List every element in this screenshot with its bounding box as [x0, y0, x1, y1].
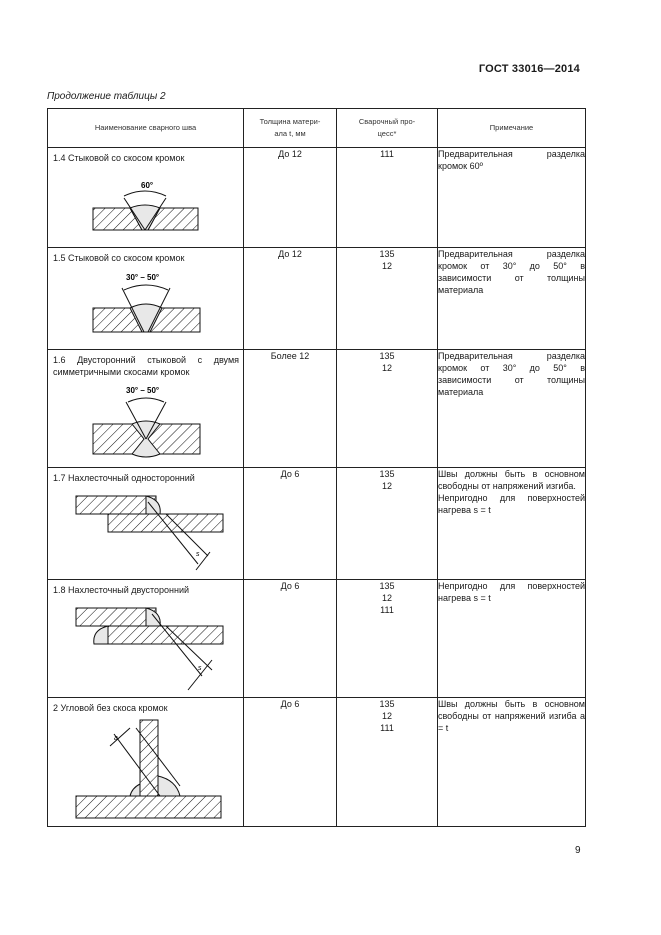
size-label: s — [196, 551, 200, 558]
standard-code: ГОСТ 33016—2014 — [478, 63, 580, 75]
weld-name: 1.5 Стыковой со скосом кромок — [53, 253, 185, 263]
process-cell: 135 12 111 — [337, 698, 438, 827]
note-cell: Предварительная разделка кромок 60º — [438, 148, 586, 248]
weld-name: 1.6 Двусторонний стыковой с двумя симметричными скосами кромок — [53, 355, 239, 377]
note-cell: Непригодно для поверхностей нагрева s = t — [438, 580, 586, 698]
lap-weld-single-figure — [48, 486, 243, 578]
weld-name-cell — [48, 148, 244, 248]
thickness-cell: До 6 — [244, 698, 337, 827]
note-cell: Швы должны быть в основном свободны от напряжений изгиба a = t — [438, 698, 586, 827]
col-header-name: Наименование сварного шва — [48, 109, 244, 148]
angle-label: 30° – 50° — [126, 273, 160, 282]
table-row — [48, 698, 586, 827]
weld-name: 1.7 Нахлесточный односторонний — [53, 473, 195, 483]
thickness-cell: До 6 — [244, 580, 337, 698]
weld-table — [47, 108, 586, 827]
table-row — [48, 248, 586, 350]
weld-name: 1.4 Стыковой со скосом кромок — [53, 153, 185, 163]
angle-label: 60° — [141, 181, 154, 190]
size-label: s — [198, 665, 202, 672]
thickness-cell: До 6 — [244, 468, 337, 580]
size-label: a — [114, 735, 118, 742]
col-header-thickness: Толщина матери- ала t, мм — [244, 109, 337, 148]
process-cell: 135 12 — [337, 468, 438, 580]
butt-weld-60-figure — [48, 166, 243, 236]
page-number: 9 — [575, 845, 581, 856]
weld-name-cell — [48, 350, 244, 468]
butt-weld-30-50-figure — [48, 266, 243, 338]
table-row — [48, 580, 586, 698]
col-header-process: Сварочный про- цесс* — [337, 109, 438, 148]
note-cell: Предварительная разделка кромок от 30° до 50° в зависимости от толщины материала — [438, 350, 586, 468]
weld-name-cell — [48, 698, 244, 827]
table-row — [48, 148, 586, 248]
thickness-cell: Более 12 — [244, 350, 337, 468]
table-row — [48, 468, 586, 580]
note-cell: Швы должны быть в основном свободны от напряжений изгиба. Непригодно для поверхностей нагрева s = t — [438, 468, 586, 580]
process-cell: 135 12 111 — [337, 580, 438, 698]
table-header-row — [48, 109, 586, 148]
table-row — [48, 350, 586, 468]
weld-name-cell — [48, 468, 244, 580]
lap-weld-double-figure — [48, 598, 243, 692]
weld-name: 2 Угловой без скоса кромок — [53, 703, 168, 713]
process-cell: 135 12 — [337, 248, 438, 350]
thickness-cell: До 12 — [244, 248, 337, 350]
weld-name-cell — [48, 580, 244, 698]
weld-name: 1.8 Нахлесточный двусторонний — [53, 585, 190, 595]
note-cell: Предварительная разделка кромок от 30° до 50° в зависимости от толщины материала — [438, 248, 586, 350]
fillet-weld-figure — [48, 716, 243, 826]
process-cell: 111 — [337, 148, 438, 248]
process-cell: 135 12 — [337, 350, 438, 468]
angle-label: 30° – 50° — [126, 386, 160, 395]
col-header-note: Примечание — [438, 109, 586, 148]
table-caption: Продолжение таблицы 2 — [47, 91, 166, 102]
thickness-cell: До 12 — [244, 148, 337, 248]
weld-name-cell — [48, 248, 244, 350]
double-v-weld-figure — [48, 380, 243, 458]
